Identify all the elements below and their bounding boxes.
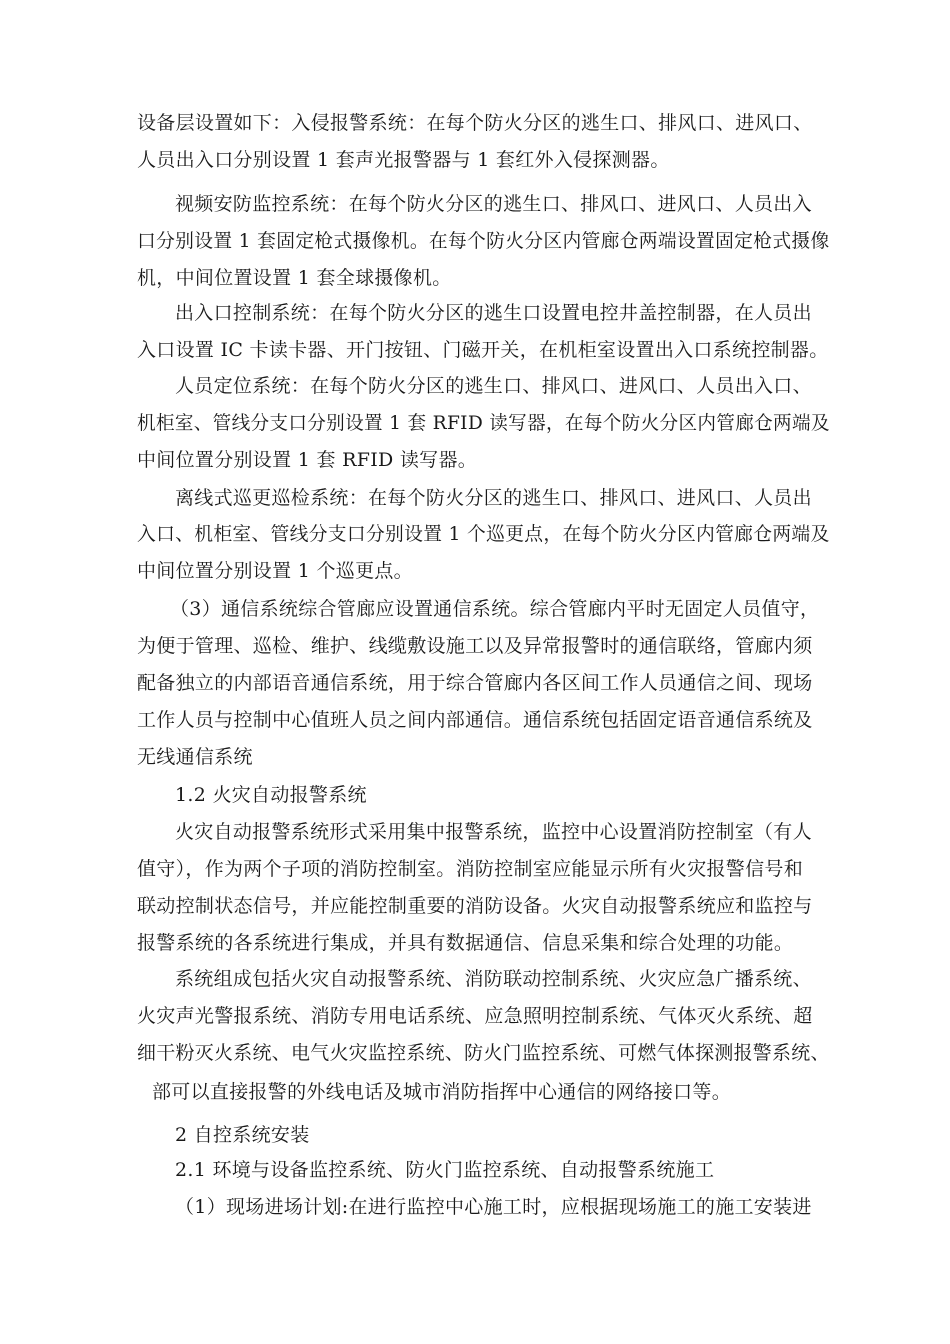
text-line: 人员定位系统：在每个防火分区的逃生口、排风口、进风口、人员出入口、 xyxy=(175,375,812,397)
text-line: 为便于管理、巡检、维护、线缆敷设施工以及异常报警时的通信联络，管廊内须 xyxy=(137,635,813,657)
text-line: 人员出入口分别设置 1 套声光报警器与 1 套红外入侵探测器。 xyxy=(137,149,670,171)
text-line: 系统组成包括火灾自动报警系统、消防联动控制系统、火灾应急广播系统、 xyxy=(175,968,812,990)
text-line: （1）现场进场计划:在进行监控中心施工时，应根据现场施工的施工安装进 xyxy=(175,1196,812,1218)
subsection-heading: 2.1 环境与设备监控系统、防火门监控系统、自动报警系统施工 xyxy=(175,1159,715,1181)
text-line: 机柜室、管线分支口分别设置 1 套 RFID 读写器，在每个防火分区内管廊仓两端及 xyxy=(137,412,830,434)
text-line: 入口设置 IC 卡读卡器、开门按钮、门磁开关，在机柜室设置出入口系统控制器。 xyxy=(137,339,829,361)
text-line: 视频安防监控系统：在每个防火分区的逃生口、排风口、进风口、人员出入 xyxy=(175,193,812,215)
text-line: 报警系统的各系统进行集成，并具有数据通信、信息采集和综合处理的功能。 xyxy=(137,932,794,954)
text-line: 无线通信系统 xyxy=(137,746,253,768)
text-line: 火灾声光警报系统、消防专用电话系统、应急照明控制系统、气体灭火系统、超 xyxy=(137,1005,813,1027)
text-line: 火灾自动报警系统形式采用集中报警系统，监控中心设置消防控制室（有人 xyxy=(175,821,812,843)
text-line: 细干粉灭火系统、电气火灾监控系统、防火门监控系统、可燃气体探测报警系统、 xyxy=(137,1042,830,1064)
text-line: 出入口控制系统：在每个防火分区的逃生口设置电控井盖控制器，在人员出 xyxy=(175,302,812,324)
text-line: 离线式巡更巡检系统：在每个防火分区的逃生口、排风口、进风口、人员出 xyxy=(175,487,812,509)
text-line: 中间位置分别设置 1 套 RFID 读写器。 xyxy=(137,449,478,471)
text-line: 机，中间位置设置 1 套全球摄像机。 xyxy=(137,267,452,289)
text-line: 配备独立的内部语音通信系统，用于综合管廊内各区间工作人员通信之间、现场 xyxy=(137,672,813,694)
text-line: 中间位置分别设置 1 个巡更点。 xyxy=(137,560,413,582)
text-line: 设备层设置如下：入侵报警系统：在每个防火分区的逃生口、排风口、进风口、 xyxy=(137,112,813,134)
section-heading: 1.2 火灾自动报警系统 xyxy=(175,784,367,806)
text-line: 值守），作为两个子项的消防控制室。消防控制室应能显示所有火灾报警信号和 xyxy=(137,858,804,880)
section-heading: 2 自控系统安装 xyxy=(175,1124,310,1146)
text-line: 联动控制状态信号，并应能控制重要的消防设备。火灾自动报警系统应和监控与 xyxy=(137,895,813,917)
text-line: 入口、机柜室、管线分支口分别设置 1 个巡更点，在每个防火分区内管廊仓两端及 xyxy=(137,523,830,545)
text-line: （3）通信系统综合管廊应设置通信系统。综合管廊内平时无固定人员值守， xyxy=(170,598,820,620)
text-line: 工作人员与控制中心值班人员之间内部通信。通信系统包括固定语音通信系统及 xyxy=(137,709,813,731)
text-line: 口分别设置 1 套固定枪式摄像机。在每个防火分区内管廊仓两端设置固定枪式摄像 xyxy=(137,230,830,252)
text-line: 部可以直接报警的外线电话及城市消防指挥中心通信的网络接口等。 xyxy=(152,1081,732,1103)
